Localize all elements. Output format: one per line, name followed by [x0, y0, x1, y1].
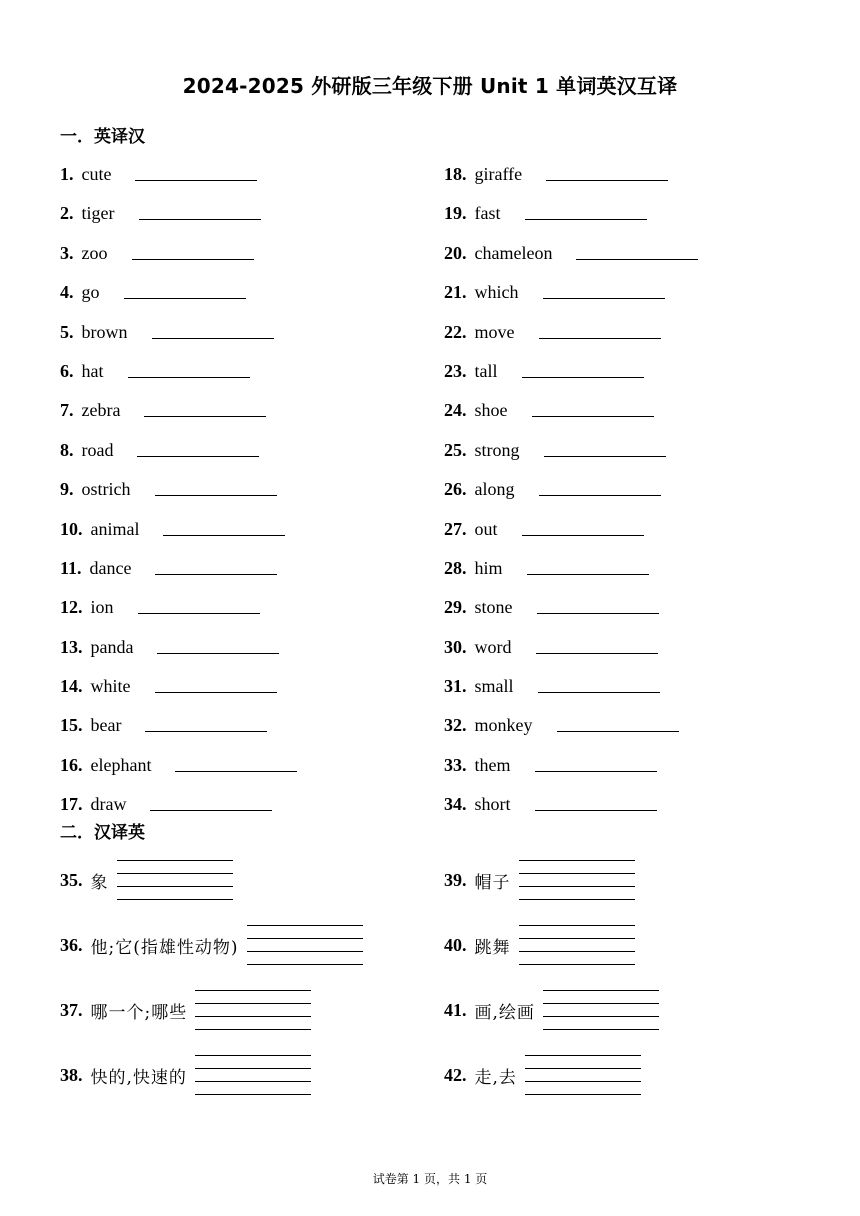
question-number: 18	[444, 164, 462, 184]
question-word: monkey	[474, 715, 533, 736]
question-word: zoo	[81, 242, 108, 263]
en-to-cn-left-column	[60, 162, 297, 832]
cn-question-item: 39 . 帽子	[444, 860, 635, 900]
question-number: 15	[60, 715, 78, 736]
answer-blank[interactable]	[135, 162, 257, 181]
question-number: 32	[444, 715, 462, 736]
question-number: 24	[444, 400, 462, 421]
answer-blank[interactable]	[145, 713, 267, 732]
question-word: giraffe	[474, 164, 523, 184]
answer-blank[interactable]	[522, 517, 644, 536]
question-number: 23	[444, 360, 462, 381]
question-item: 7 . zebra	[60, 398, 297, 437]
question-item: 12 . ion	[60, 595, 297, 634]
question-word: chameleon	[474, 242, 553, 263]
question-word: elephant	[90, 754, 152, 775]
question-number: 9	[60, 479, 69, 500]
question-item: 28 . him	[444, 556, 698, 595]
answer-blank[interactable]	[175, 753, 297, 772]
question-number: 33	[444, 754, 462, 775]
question-word: short	[474, 794, 511, 815]
question-number: 5	[60, 321, 69, 342]
answer-blank[interactable]	[535, 792, 657, 811]
question-item: 17 . draw	[60, 792, 297, 831]
question-word: white	[90, 676, 131, 697]
question-word: ostrich	[81, 479, 131, 500]
question-word: 快的,快速的	[90, 1067, 187, 1088]
question-item: 23 . tall	[444, 359, 698, 398]
question-word: 走,去	[474, 1067, 517, 1088]
question-number: 40	[444, 934, 462, 955]
question-item: 29 . stone	[444, 595, 698, 634]
question-word: small	[474, 676, 514, 697]
question-word: draw	[90, 794, 127, 815]
question-number: 42	[444, 1064, 462, 1085]
question-word: zebra	[81, 400, 121, 421]
answer-blank[interactable]	[539, 320, 661, 339]
answer-blank[interactable]	[537, 595, 659, 614]
question-number: 41	[444, 999, 462, 1020]
question-item: 32 . monkey	[444, 713, 698, 752]
question-number: 6	[60, 360, 69, 381]
question-word: 哪一个;哪些	[90, 1002, 188, 1023]
question-item: 22 . move	[444, 320, 698, 359]
question-word: cute	[81, 164, 112, 184]
question-item: 19 . fast	[444, 201, 698, 240]
question-item: 15 . bear	[60, 713, 297, 752]
cn-question-item: 36 . 他;它(指雄性动物)	[60, 925, 363, 965]
question-item: 25 . strong	[444, 438, 698, 477]
question-number: 28	[444, 557, 462, 578]
question-word: move	[474, 321, 515, 342]
answer-lines[interactable]	[519, 925, 635, 965]
question-word: ion	[90, 597, 114, 618]
answer-blank[interactable]	[138, 595, 260, 614]
answer-blank[interactable]	[543, 280, 665, 299]
answer-lines[interactable]	[247, 925, 363, 965]
question-word: 跳舞	[474, 937, 511, 958]
question-word: brown	[81, 321, 128, 342]
answer-lines[interactable]	[525, 1055, 641, 1095]
question-number: 19	[444, 203, 462, 224]
question-number: 38	[60, 1064, 78, 1085]
question-word: hat	[81, 360, 104, 381]
answer-blank[interactable]	[163, 517, 285, 536]
question-item: 33 . them	[444, 753, 698, 792]
question-number: 27	[444, 518, 462, 539]
question-number: 8	[60, 439, 69, 460]
question-item: 16 . elephant	[60, 753, 297, 792]
question-item: 31 . small	[444, 674, 698, 713]
question-number: 26	[444, 479, 462, 500]
answer-blank[interactable]	[139, 201, 261, 220]
question-number: 10	[60, 518, 78, 539]
question-word: 象	[90, 872, 109, 893]
cn-question-item: 35 . 象	[60, 860, 233, 900]
question-item: 13 . panda	[60, 635, 297, 674]
question-item: 10 . animal	[60, 517, 297, 556]
question-item: 30 . word	[444, 635, 698, 674]
question-word: dance	[89, 557, 132, 578]
question-word: 帽子	[474, 872, 511, 893]
answer-blank[interactable]	[155, 674, 277, 693]
question-item: 24 . shoe	[444, 398, 698, 437]
question-word: along	[474, 479, 515, 500]
question-number: 22	[444, 321, 462, 342]
question-word: 他;它(指雄性动物)	[90, 937, 239, 958]
question-number: 25	[444, 439, 462, 460]
question-word: him	[474, 557, 503, 578]
answer-blank[interactable]	[539, 477, 661, 496]
question-item: 4 . go	[60, 280, 297, 319]
answer-lines[interactable]	[519, 860, 635, 900]
answer-blank[interactable]	[536, 635, 658, 654]
question-number: 14	[60, 676, 78, 697]
answer-blank[interactable]	[155, 556, 277, 575]
question-item: 21 . which	[444, 280, 698, 319]
answer-blank[interactable]	[522, 359, 644, 378]
question-word: fast	[474, 203, 501, 224]
section-heading-en-to-cn: 一．英译汉	[60, 127, 145, 147]
answer-blank[interactable]	[155, 477, 277, 496]
question-number: 39	[444, 869, 462, 890]
question-number: 3	[60, 242, 69, 263]
question-word: out	[474, 518, 498, 539]
answer-lines[interactable]	[543, 990, 659, 1030]
question-item: 34 . short	[444, 792, 698, 831]
question-item: 5 . brown	[60, 320, 297, 359]
question-item: 20 . chameleon	[444, 241, 698, 280]
answer-blank[interactable]	[557, 713, 679, 732]
answer-blank[interactable]	[546, 162, 668, 181]
question-item: 11 . dance	[60, 556, 297, 595]
question-number: 13	[60, 636, 78, 657]
question-word: animal	[90, 518, 140, 539]
page-footer: 试卷第 1 页，共 1 页	[372, 1172, 488, 1186]
question-number: 36	[60, 934, 78, 955]
answer-blank[interactable]	[137, 438, 259, 457]
question-word: strong	[474, 439, 520, 460]
page-title: 2024-2025 外研版三年级下册 Unit 1 单词英汉互译	[182, 74, 678, 98]
question-item: 14 . white	[60, 674, 297, 713]
question-number: 16	[60, 754, 78, 775]
question-word: panda	[90, 636, 134, 657]
question-word: stone	[474, 597, 513, 618]
answer-blank[interactable]	[152, 320, 274, 339]
answer-blank[interactable]	[544, 438, 666, 457]
question-number: 35	[60, 869, 78, 890]
answer-lines[interactable]	[195, 990, 311, 1030]
answer-lines[interactable]	[117, 860, 233, 900]
answer-blank[interactable]	[525, 201, 647, 220]
question-number: 20	[444, 242, 462, 263]
question-word: word	[474, 636, 512, 657]
question-item: 8 . road	[60, 438, 297, 477]
question-number: 4	[60, 282, 69, 303]
question-number: 31	[444, 676, 462, 697]
answer-blank[interactable]	[532, 398, 654, 417]
question-number: 1	[60, 164, 69, 184]
cn-question-item: 40 . 跳舞	[444, 925, 635, 965]
answer-blank[interactable]	[576, 241, 698, 260]
cn-question-item: 37 . 哪一个;哪些	[60, 990, 311, 1030]
question-word: 画,绘画	[474, 1002, 535, 1023]
question-word: go	[81, 282, 100, 303]
question-item: 26 . along	[444, 477, 698, 516]
question-item: 1 . cute	[60, 162, 297, 201]
en-to-cn-right-column	[444, 162, 698, 832]
cn-question-item: 38 . 快的,快速的	[60, 1055, 311, 1095]
question-number: 37	[60, 999, 78, 1020]
question-number: 12	[60, 597, 78, 618]
question-item: 9 . ostrich	[60, 477, 297, 516]
answer-blank[interactable]	[527, 556, 649, 575]
question-number: 21	[444, 282, 462, 303]
question-item: 18 . giraffe	[444, 162, 698, 201]
question-number: 2	[60, 203, 69, 224]
cn-question-item: 41 . 画,绘画	[444, 990, 659, 1030]
question-number: 29	[444, 597, 462, 618]
question-word: shoe	[474, 400, 508, 421]
question-item: 2 . tiger	[60, 201, 297, 240]
answer-blank[interactable]	[150, 792, 272, 811]
cn-question-item: 42 . 走,去	[444, 1055, 641, 1095]
answer-blank[interactable]	[144, 398, 266, 417]
answer-blank[interactable]	[535, 753, 657, 772]
question-word: tiger	[81, 203, 115, 224]
answer-blank[interactable]	[128, 359, 250, 378]
answer-blank[interactable]	[132, 241, 254, 260]
question-number: 7	[60, 400, 69, 421]
question-item: 3 . zoo	[60, 241, 297, 280]
question-number: 17	[60, 794, 78, 815]
section-heading-cn-to-en: 二．汉译英	[60, 823, 145, 843]
answer-blank[interactable]	[538, 674, 660, 693]
question-word: them	[474, 754, 511, 775]
answer-blank[interactable]	[124, 280, 246, 299]
question-word: road	[81, 439, 114, 460]
question-item: 6 . hat	[60, 359, 297, 398]
question-item: 27 . out	[444, 517, 698, 556]
question-word: bear	[90, 715, 122, 736]
question-word: tall	[474, 360, 498, 381]
answer-lines[interactable]	[195, 1055, 311, 1095]
question-word: which	[474, 282, 519, 303]
answer-blank[interactable]	[157, 635, 279, 654]
question-number: 30	[444, 636, 462, 657]
question-number: 11	[60, 557, 78, 578]
question-number: 34	[444, 794, 462, 815]
